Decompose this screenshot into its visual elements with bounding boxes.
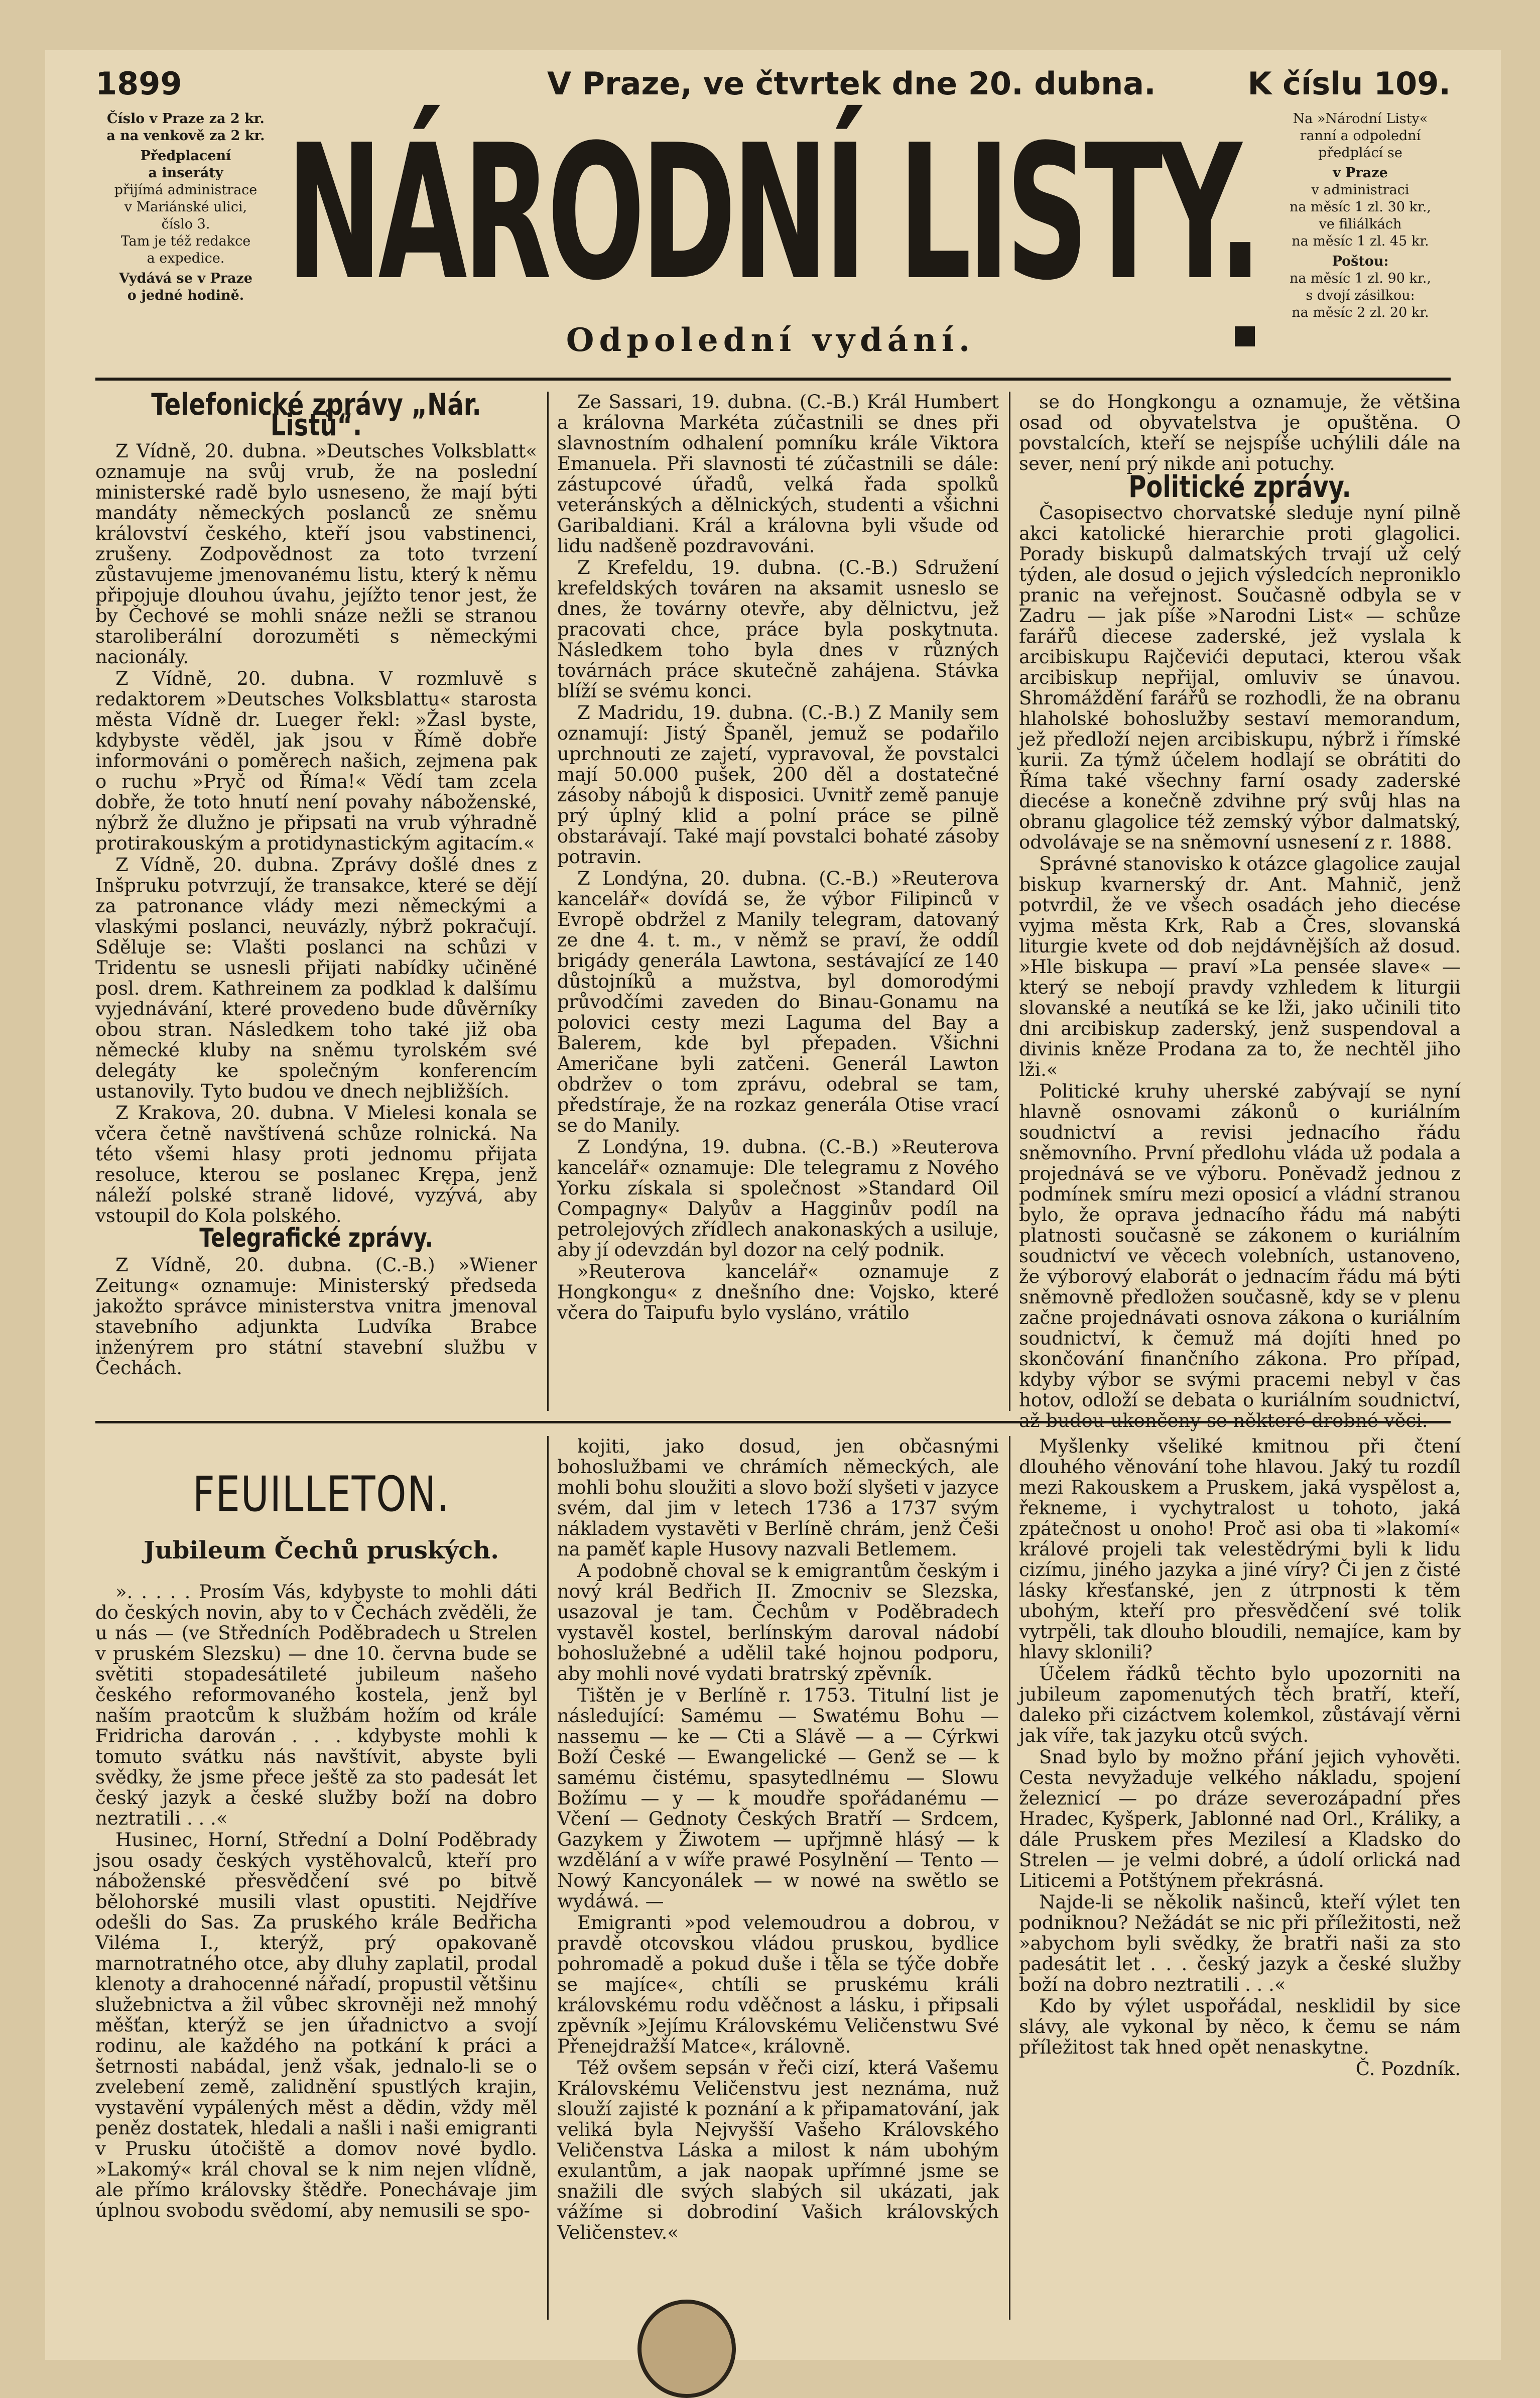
info-line: ve filiálkách [1319, 216, 1402, 232]
info-line: Vydává se v Praze [119, 271, 252, 286]
feuilleton-rule [95, 1421, 1451, 1423]
feuilleton-column-3 [1019, 1436, 1461, 2315]
masthead-header [95, 65, 1451, 382]
paragraph: kojiti, jako dosud, jen občasnými bohoslužbami ve chrámích německých, ale mohli bohu sloužiti a slovo boží slyšeti v jazyce svém, dal jim v letech 1736 a 1737 svým nákladem vystavěti v Berlíně chrám, jenž Češi na paměť kaple Husovy nazvali Betlemem. [557, 1435, 999, 1560]
year: 1899 [95, 65, 182, 102]
paragraph: ». . . . . Prosím Vás, kdybyste to mohli dáti do českých novin, aby to v Čechách zvěděli, že u nás — (ve Středních Poděbradech u Strelen v pruském Slezsku) — dne 10. června bude se světiti stopadesátileté jubileum našeho českého reformovaného kostela, jenž byl naším praotcům k službám hožím od krále Fridricha darován . . . kdybyste mohli k tomuto svátku nás navštívit, abyste byli svědky, že jsme přece ještě za sto padesát let český jazyk a české služby boží na dobro neztratili . . .« [95, 1581, 537, 1829]
paragraph: se do Hongkongu a oznamuje, že většina osad od obyvatelstva je opuštěna. O povstalcích, kteří se nejspíše uchýlili dále na sever, není prý nikde ani potuchy. [1019, 391, 1461, 474]
paragraph: »Reuterova kancelář« oznamuje z Hongkongu« z dnešního dne: Vojsko, které včera do Taipufu bylo vysláno, vrátilo [557, 1261, 999, 1324]
section-heading: Telefonické zprávy „Nár. Listů“. [151, 387, 481, 443]
paragraph: Z Vídně, 20. dubna. »Deutsches Volksblatt« oznamuje na svůj vrub, že na poslední ministerské radě bylo usneseno, že mají býti mandáty německých poslanců ze sněmu království českého, kteří jsou vabstinenci, zrušeny. Zodpovědnost za toto tvrzení zůstavujeme jmenovanému listu, který k němu připojuje dlouhou úvahu, jejížto tenor jest, že by Čechové se mohli snáze nežli se stranou staroliberální dorozuměti s německými nacionály. [95, 440, 537, 668]
info-line: v administraci [1311, 182, 1409, 198]
info-line: ranní a odpolední [1300, 128, 1421, 144]
info-line: na měsíc 1 zl. 30 kr., [1289, 199, 1432, 215]
paragraph: Z Vídně, 20. dubna. V rozmluvě s redaktorem »Deutsches Volksblattu« starosta města Vídně dr. Lueger řekl: »Žasl byste, kdybyste věděl, jak jsou v Římě dobře informováni o poměrech našich, zejmena pak o ruchu »Pryč od Říma!« Vědí tam zcela dobře, že toto hnutí není povahy náboženské, nýbrž že dlužno je připsati na vrub výhradně protirakouským a protidynastickým agitacím.« [95, 668, 537, 854]
info-line: a inseráty [148, 165, 223, 181]
column-divider [547, 1436, 549, 2320]
info-line: a na venkově za 2 kr. [106, 128, 265, 144]
dateline: V Praze, ve čtvrtek dne 20. dubna. [547, 65, 1156, 102]
paragraph: Tištěn je v Berlíně r. 1753. Titulní list je následující: Samému — Swatému Bohu — nassemu — ke — Cti a Slávě — a — Cýrkwi Boží České — Ewangelické — Genž se — k samému čistému, spasytedlnému — Slowu Božímu — y — k moudře spořádanému — Včení — Gednoty Českých Bratří — Srdcem, Gazykem y Žiwotem — upřjmně hlásý — k wzdělání a v wíře prawé Posylnění — Tento — Nowý Kancyonálek — w nowé na swětlo se wydáwá. — [557, 1685, 999, 1912]
library-stamp-icon [637, 2300, 736, 2398]
info-line: na měsíc 1 zl. 45 kr. [1292, 233, 1429, 249]
paragraph: Z Krefeldu, 19. dubna. (C.-B.) Sdružení krefeldských továren na aksamit usneslo se dnes, že továrny otevře, aby dělnictvu, jež pracovati chce, práce byla poskytnuta. Následkem toho byla dnes v různých továrnách práce skutečně zahájena. Stávka blíží se svému konci. [557, 557, 999, 702]
info-line: Číslo v Praze za 2 kr. [107, 111, 265, 127]
feuilleton-title: FEUILLETON. [192, 1466, 450, 1522]
info-line: o jedné hodině. [127, 288, 244, 303]
info-line: v Praze [1333, 165, 1388, 181]
paragraph: Časopisectvo chorvatské sleduje nyní pilně akci katolické hierarchie proti glagolici. Porady biskupů dalmatských trvají už celý týden, ale dosud o jejich výsledcích neproniklo pranic na veřejnost. Současně odbyla se v Zadru — jak píše »Narodni List« — schůze farářů diecese zaderské, jež vyslala k arcibiskupu Rajčevići deputaci, kterou však arcibiskup nepřijal, omluviv se únavou. Shromáždění farářů se rozhodli, že na obranu hlaholské bohoslužby sestaví memorandum, jež předloží nejen arcibiskupu, nýbrž i římské kurii. Za týmž účelem hodlají se obrátiti do Říma také všechny farní osady zaderské diecése a konečně zdvihne prý svůj hlas na obranu glagolice též zemský výbor dalmatský, odvolávaje se na sněmovní usnesení z r. 1888. [1019, 502, 1461, 853]
left-info-box [95, 110, 276, 304]
column-divider [1009, 392, 1010, 1411]
paragraph: A podobně choval se k emigrantům českým i nový král Bedřich II. Zmocniv se Slezska, usazoval je tam. Čechům v Poděbradech vystavěl kostel, berlínským daroval nádobí bohoslužebné a udělil také hojnou podporu, aby mohli nové vydati bratrský zpěvník. [557, 1560, 999, 1685]
header-rule [95, 378, 1451, 381]
info-line: na měsíc 1 zl. 90 kr., [1289, 271, 1432, 286]
paragraph: Najde-li se několik našinců, kteří výlet ten podniknou? Nežádát se nic při příležitosti, než »abychom byli svědky, že bratři naši za sto padesátit let . . . český jazyk a české služby boží na dobro neztratili . . .« [1019, 1891, 1461, 1995]
info-line: číslo 3. [161, 216, 210, 232]
column-divider [1009, 1436, 1010, 2320]
info-line: Na »Národní Listy« [1293, 111, 1428, 127]
info-line: v Mariánské ulici, [124, 199, 247, 215]
info-line: Předplacení [140, 148, 231, 164]
paragraph: Též ovšem sepsán v řeči cizí, která Vašemu Královskému Veličenstvu jest neznáma, nuž slouží zajisté k poznání a k připamatování, jak veliká byla Nejvyšší Vašeho Královského Veličenstva Láska a milost k nám ubohým exulantům, a jak naopak upřímné jsme se snažili dle svých slabých sil ukázati, jak vážíme si dobrodiní Vašich královských Veličenstev.« [557, 2057, 999, 2243]
paragraph: Politické kruhy uherské zabývají se nyní hlavně osnovami zákonů o kuriálním soudnictví a revisi jednacího řádu sněmovního. První předlohu vláda už podala a projednává se ve výboru. Poněvadž jednou z podmínek smíru mezi oposicí a vládní stranou bylo, že oprava jednacího řádu má nabýti platnosti současně se zákonem o kuriálním soudnictví ve věcech volebních, ustanoveno, že výborový elaborát o jednacím řádu má býti sněmovně předložen současně, kdy se v plenu začne projednávati osnova zákona o kuriálním soudnictví, k čemuž má dojíti hned po skončování finančního zákona. Pro případ, kdyby výbor se svými pracemi nebyl v čas hotov, odloží se debata o kuriálním soudnictví, [1019, 1081, 1461, 1411]
info-line: Poštou: [1332, 254, 1389, 269]
info-line: na měsíc 2 zl. 20 kr. [1292, 305, 1429, 320]
feuilleton-subtitle: Jubileum Čechů pruských. [144, 1536, 499, 1565]
feuilleton-column-2 [557, 1436, 999, 2315]
column-divider [547, 392, 549, 1411]
info-line: přijímá administrace [114, 182, 258, 198]
paragraph: Z Londýna, 19. dubna. (C.-B.) »Reuterova kancelář« oznamuje: Dle telegramu z Nového Yorku získala si společnost »Standard Oil Compagny« Dalyův a Hagginův podíl na petrolejových zřídlech anakonaských a usiluje, aby jí odevzdán byl dozor na celý podnik. [557, 1136, 999, 1261]
paragraph: Z Vídně, 20. dubna. Zprávy došlé dnes z Inšpruku potvrzují, že transakce, které se dějí za patronance vlády mezi německými a vlaskými poslanci, neuvázly, nýbrž pokračují. Sděluje se: Vlašti poslanci na schůzi v Tridentu se usnesli přijati nabídky učiněné posl. drem. Kathreinem za podklad k dalšímu vyjednávání, které provedeno bude důvěrníky obou stran. Následkem toho také již oba německé kluby na sněmu tyrolském své delegáty ke společným konferencím ustanovily. Tyto budou ve dnech nejbližších. [95, 854, 537, 1102]
issue-number: K číslu 109. [1247, 65, 1451, 102]
info-line: Tam je též redakce [120, 233, 251, 249]
paragraph: Husinec, Horní, Střední a Dolní Poděbrady jsou osady českých vystěhovalců, kteří pro náboženské přesvědčení své po bitvě bělohorské musili vlast opustiti. Nejdříve odešli do Sas. Za pruského krále Bedřicha Viléma I., kterýž, prý opakovaně marnotratného otce, aby dluhy zaplatil, prodal klenoty a drahocenné nářadí, propustil většinu služebnictva a žil vůbec skrovněji než mnohý měšťan, kterýž se jen úřadnictvo a svojí rodinu, ale každého na potkání k práci a šetrnosti nabádal, jenž však, jednalo-li se o zvelebení země, zalidnění spustlých krajin, vystavění vypálených měst a dědin, vždy měl peněz dostatek, hledali a našli i naši emigranti v Prusku útočiště a domov nové bydlo. »Lakomý« král choval se k nim nejen vlídně, ale přímo královsky štědře. Ponechávaje jim úplnou svobodu svědomí, aby nemusili se spo- [95, 1829, 537, 2221]
paragraph: Správné stanovisko k otázce glagolice zaujal biskup kvarnerský dr. Ant. Mahnič, jenž potvrdil, že ve všech osadách jeho diecése vyjma města Krk, Rab a Čres, slovanská liturgie kvete od dob nejdávnějších až dosud. »Hle biskupa — praví »La pensée slave« — který se nebojí pravdy vzhledem k liturgii slovanské a neutíká se ke lži, jako učinili tito dni arcibiskup zaderský, jenž suspendoval a divinis kněze Prodana za to, že nechtěl jiho lži.« [1019, 853, 1461, 1081]
newspaper-page [45, 50, 1501, 2360]
paragraph: Snad bylo by možno přání jejich vyhověti. Cesta nevyžaduje velkého nákladu, spojení železnicí — po dráze severozápadní přes Hradec, Kyšperk, Jablonné nad Orl., Králiky, a dále Pruskem přes Mezilesí a Kladsko do Strelen — je velmi dobré, a údolí orlická nad Liticemi a Potštýnem překrásná. [1019, 1746, 1461, 1891]
masthead-title: NÁRODNÍ LISTY. [286, 105, 1258, 321]
paragraph: Kdo by výlet uspořádal, nesklidil by sice slávy, ale vykonal by něco, k čemu se nám příležitost tak hned opět nenaskytne. [1019, 1995, 1461, 2058]
info-line: předplácí se [1318, 145, 1402, 161]
author-signature: Č. Pozdník. [1355, 2058, 1461, 2080]
paragraph: Emigranti »pod velemoudrou a dobrou, v pravdě otcovskou vládou pruskou, bydlice pohromadě a pokud duše i těla se týče dobře se majíce«, chtíli se pruskému králi královskému rodu vděčnost a lásku, i připsali zpěvník »Jejímu Královskému Veličenstwu Své Přenejdražší Matce«, královně. [557, 1912, 999, 2057]
section-heading: Politické zprávy. [1128, 469, 1351, 505]
info-line: a expedice. [147, 251, 225, 266]
paragraph: Z Madridu, 19. dubna. (C.-B.) Z Manily sem oznamují: Jistý Španěl, jemuž se podařilo uprchnouti ze zajetí, vypravoval, že povstalci mají 50.000 pušek, 200 děl a dostatečné zásoby nábojů k disposici. Uvnitř země panuje prý úplný klid a polní práce se pilně obstarávají. Také mají povstalci bohaté zásoby potravin. [557, 702, 999, 868]
square-ornament [1235, 326, 1255, 346]
paragraph: Účelem řádků těchto bylo upozorniti na jubileum zapomenutých těch bratří, kteří, daleko při cizáctvem kolemkol, zůstávají věrni jak víře, tak jazyku otců svých. [1019, 1663, 1461, 1746]
column-2 [557, 392, 999, 1406]
info-line: s dvojí zásilkou: [1306, 288, 1415, 303]
column-1 [95, 387, 537, 1406]
paragraph: Z Londýna, 20. dubna. (C.-B.) »Reuterova kancelář« dovídá se, že výbor Filipinců v Evropě obdržel z Manily telegram, datovaný ze dne 4. t. m., v němž se praví, že oddíl brigády generála Lawtona, sestávající ze 140 důstojníků a mužstva, byl domorodými průvodčími zaveden do Binau-Gonamu na polovici cesty mezi Laguma del Bay a Balerem, kde byl přepaden. Všichni Američane byli zatčeni. Generál Lawton obdržev o tom zprávu, odebral se tam, předstíraje, že na rozkaz generála Otise vrací se do Manily. [557, 868, 999, 1136]
column-3 [1019, 391, 1461, 1411]
edition-subtitle: Odpolední vydání. [566, 321, 975, 359]
section-heading: Telegrafické zprávy. [199, 1223, 433, 1253]
paragraph: Ze Sassari, 19. dubna. (C.-B.) Král Humbert a královna Markéta zúčastnili se dnes při slavnostním odhalení pomníku krále Viktora Emanuela. Při slavnosti té zúčastnili se dále: zástupcové úřadů, velká řada spolků veteránských a dělnických, studenti a všichni Garibaldiani. Král a královna byli všude od lidu nadšeně pozdravováni. [557, 391, 999, 557]
feuilleton-column-1 [95, 1582, 537, 2315]
paragraph: Z Krakova, 20. dubna. V Mielesi konala se včera četně navštívená schůze rolnická. Na této všemi hlasy proti jednomu přijata resoluce, kterou se poslanec Krępa, jenž náleží polské straně lidové, vyzývá, aby vstoupil do Kola polského. [95, 1102, 537, 1227]
paragraph: Myšlenky všeliké kmitnou při čtení dlouhého věnování tohe hlavou. Jaký tu rozdíl mezi Rakouskem a Pruskem, jaká vyspělost a, řekneme, i vychytralost u tohoto, jaká zpátečnost u onoho! Proč asi oba ti »lakomí« králové projeli tak velestědrými byli k lidu cizímu, jiného jazyka a jiné víry? Či jen z čisté lásky křesťanské, jen z útrpnosti k těm ubohým, kteří pro přesvědčení své tolik vytrpěli, tak dlouho bloudili, nemajíce, kam by hlavy sklonili? [1019, 1435, 1461, 1663]
right-info-box [1270, 110, 1451, 321]
paragraph: Z Vídně, 20. dubna. (C.-B.) »Wiener Zeitung« oznamuje: Ministerský předseda jakožto správce ministerstva vnitra jmenoval stavebního adjunkta Ludvíka Brabce inženýrem pro státní stavební službu v Čechách. [95, 1254, 537, 1379]
